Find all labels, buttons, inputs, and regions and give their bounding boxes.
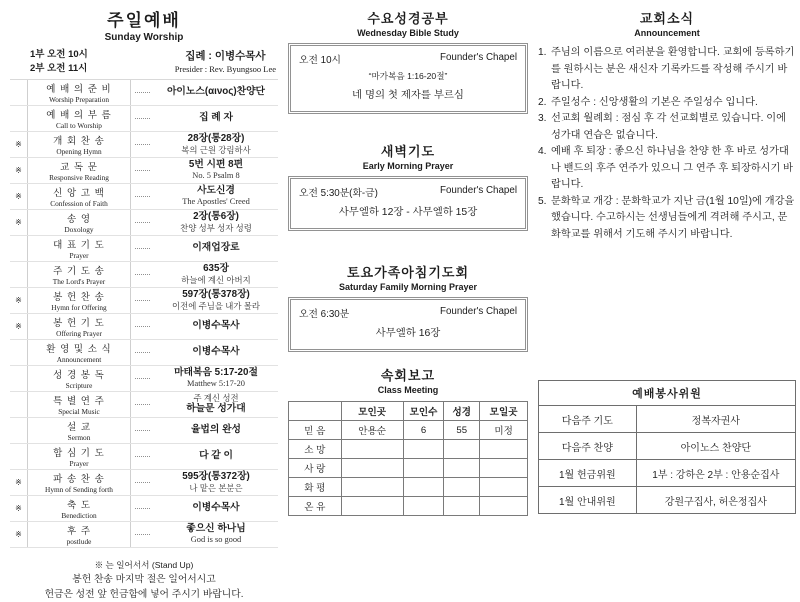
order-label-eng: Opening Hymn (56, 146, 102, 156)
order-value-sub: Matthew 5:17-20 (187, 378, 245, 388)
presider-eng: Presider : Rev. Byungsoo Lee (174, 64, 276, 74)
order-value: 하늘문 성가대 (186, 403, 246, 415)
committee-person: 강원구집사, 허은정집사 (636, 487, 795, 514)
wednesday-bible-study (288, 8, 528, 114)
order-label-eng: Prayer (69, 250, 89, 260)
committee-role: 1월 안내위원 (539, 487, 637, 514)
order-label-kor: 대 표 기 도 (53, 239, 105, 251)
order-label-eng: Hymn for Offering (51, 302, 107, 312)
dotted-leader (135, 300, 150, 301)
order-value: 597장(통378장) (182, 288, 250, 300)
presider (175, 48, 276, 76)
item-number: 4. (538, 146, 547, 158)
order-label-kor: 파 송 찬 송 (53, 473, 105, 485)
cell (480, 440, 528, 459)
order-value: 이병수목사 (192, 501, 240, 513)
cell (403, 497, 444, 516)
order-of-worship (10, 79, 278, 548)
dotted-leader (135, 326, 150, 327)
dotted-leader (135, 144, 150, 145)
announcement-item (538, 144, 796, 194)
cell (403, 459, 444, 478)
order-row-doxology (10, 210, 278, 236)
order-label-kor: 설 교 (67, 421, 91, 433)
order-label-eng: Special Music (58, 406, 100, 416)
section-subtitle: Class Meeting (377, 385, 439, 395)
table-row (539, 406, 796, 433)
order-value-sub: The Apostles' Creed (182, 196, 250, 206)
order-row-worship-preparation (10, 80, 278, 106)
meeting-time: 오전 10시 (299, 55, 342, 66)
order-value: 율법의 완성 (190, 423, 242, 435)
order-value-sub: 복의 근원 강림하사 (181, 144, 251, 155)
stand-marker: ※ (15, 191, 22, 201)
cell: 안용순 (341, 421, 403, 440)
order-row-sermon (10, 418, 278, 444)
item-number: 1. (538, 47, 547, 58)
class-meeting-table (288, 401, 528, 516)
order-value: 2장(통6장) (193, 210, 239, 222)
stand-marker: ※ (15, 529, 22, 539)
order-label-eng: Prayer (69, 458, 89, 468)
study-topic: 네 명의 첫 제자를 부르심 (352, 90, 464, 101)
order-row-benediction (10, 496, 278, 522)
dotted-leader (135, 92, 150, 93)
meeting-time: 오전 5:30분(화-금) (299, 188, 378, 199)
committee-role: 다음주 기도 (539, 406, 637, 433)
order-label-eng: The Lord's Prayer (52, 276, 106, 286)
stand-marker: ※ (15, 165, 22, 175)
committee-role: 1월 헌금위원 (539, 460, 637, 487)
order-row-responsive-reading (10, 158, 278, 184)
committee-person: 1부 : 강하은 2부 : 안용순집사 (636, 460, 795, 487)
announcement-item (538, 45, 796, 95)
weekly-meetings-section (288, 8, 528, 516)
order-label-kor: 합 심 기 도 (53, 447, 105, 459)
item-number: 3. (538, 113, 547, 125)
order-label-eng: Announcement (56, 354, 102, 364)
service-time-2: 2부 오전 11시 (30, 62, 88, 74)
committee-title: 예배봉사위원 (539, 381, 796, 406)
committee-role: 다음주 찬양 (539, 433, 637, 460)
meeting-place: Founder's Chapel (439, 52, 517, 63)
header-cell: 모일곳 (480, 402, 528, 421)
order-value: 집 례 자 (199, 111, 233, 123)
order-value-sub: 이전에 주님을 내가 몰라 (172, 300, 260, 311)
page-title: 주일예배 (107, 11, 181, 30)
header-cell: 모인수 (403, 402, 444, 421)
order-label-kor: 예 배 의 부 름 (46, 109, 112, 121)
class-name: 온 유 (289, 497, 342, 516)
stand-marker: ※ (15, 217, 22, 227)
item-text: 문화학교 개강 : 문화학교가 지난 금(1월 10일)에 개강을 했습니다. 수고하시는 선생님들에게 격려해 주시고, 문화학교를 위해서 기도해 주시기 바랍니다. (551, 195, 795, 240)
cell (403, 440, 444, 459)
order-value: 28장(통28장) (187, 132, 245, 144)
order-label-kor: 후 주 (67, 525, 91, 537)
order-value: 이병수목사 (192, 319, 240, 331)
presider-kor: 집례 : 이병수목사 (185, 50, 266, 62)
announcement-section (538, 8, 796, 514)
order-label-eng: Offering Prayer (56, 328, 102, 338)
footnote-offering-hymn: 봉헌 찬송 마지막 절은 일어서시고 (72, 573, 216, 585)
table-row (539, 487, 796, 514)
order-label-kor: 환 영 및 소 식 (46, 343, 112, 355)
order-label-eng: Worship Preparation (48, 94, 109, 104)
cell (341, 478, 403, 497)
dotted-leader (135, 352, 150, 353)
cell (480, 459, 528, 478)
cell (444, 440, 480, 459)
order-row-hymn-for-offering (10, 288, 278, 314)
dotted-leader (135, 482, 150, 483)
table-header-row (539, 381, 796, 406)
stand-marker: ※ (15, 503, 22, 513)
saturday-family-prayer (288, 262, 528, 352)
footnote-offering-box: 헌금은 성전 앞 헌금함에 넣어 주시기 바랍니다. (44, 589, 244, 601)
stand-marker: ※ (15, 295, 22, 305)
table-row (539, 433, 796, 460)
service-header (10, 48, 278, 79)
scripture-reference: “마가복음 1:16-20절” (368, 71, 448, 81)
order-value-sub: 찬양 성부 성자 성령 (180, 222, 252, 233)
reading-range: 사무엘하 12장 - 사무엘하 15장 (338, 207, 478, 218)
morning-prayer-box (288, 176, 528, 231)
order-label-kor: 봉 헌 찬 송 (53, 291, 105, 303)
order-row-sending-hymn (10, 470, 278, 496)
table-row (289, 478, 528, 497)
cell: 55 (444, 421, 480, 440)
order-label-kor: 성 경 봉 독 (53, 369, 105, 381)
sunday-worship-section (10, 6, 278, 602)
reading-range: 사무엘하 16장 (375, 328, 441, 339)
order-row-opening-hymn (10, 132, 278, 158)
announcement-item (538, 95, 796, 112)
class-name: 사 랑 (289, 459, 342, 478)
dotted-leader (135, 456, 150, 457)
header-cell: 모인곳 (341, 402, 403, 421)
footnote-standup: ※ 는 일어서서 (Stand Up) (94, 559, 194, 570)
order-row-postlude (10, 522, 278, 548)
stand-marker: ※ (15, 321, 22, 331)
section-title: 교회소식 (639, 11, 695, 26)
item-number: 5. (538, 195, 547, 207)
dotted-leader (135, 248, 150, 249)
order-label-kor: 교 독 문 (60, 161, 98, 173)
table-row (289, 497, 528, 516)
order-label-kor: 축 도 (67, 499, 91, 511)
order-row-call-to-worship (10, 106, 278, 132)
dotted-leader (135, 118, 150, 119)
cell (341, 459, 403, 478)
meeting-place: Founder's Chapel (439, 306, 517, 317)
header-cell: 성경 (444, 402, 480, 421)
order-row-united-prayer (10, 444, 278, 470)
table-row (289, 421, 528, 440)
announcement-item (538, 111, 796, 144)
cell (444, 497, 480, 516)
committee-person: 아이노스 찬양단 (636, 433, 795, 460)
cell (341, 497, 403, 516)
cell (444, 478, 480, 497)
order-value: 595장(통372장) (182, 470, 250, 482)
order-value: 좋으신 하나님 (186, 522, 246, 534)
item-text: 예배 후 퇴장 : 좋으신 하나님을 찬양 한 후 바로 성가대나 밴드의 후주 연주가 있으니 그 연주 후 퇴장하시기 바랍니다. (551, 146, 793, 191)
cell (403, 478, 444, 497)
order-label-kor: 예 배 의 준 비 (46, 83, 112, 95)
order-value: 마태복음 5:17-20절 (174, 366, 258, 378)
section-title: 수요성경공부 (367, 11, 449, 26)
dotted-leader (135, 274, 150, 275)
cell (341, 440, 403, 459)
table-header-row (289, 402, 528, 421)
announcement-item (538, 194, 796, 244)
order-label-eng: Scripture (65, 380, 93, 390)
order-label-eng: Call to Worship (56, 120, 102, 130)
order-value: 이병수목사 (192, 345, 240, 357)
dotted-leader (135, 222, 150, 223)
order-value-sub: God is so good (190, 534, 242, 544)
stand-marker: ※ (15, 139, 22, 149)
section-subtitle: Saturday Family Morning Prayer (338, 282, 478, 292)
item-text: 주일성수 : 신앙생활의 기본은 주일성수 입니다. (551, 96, 758, 108)
order-value: 이재업장로 (192, 241, 240, 253)
stand-marker: ※ (15, 477, 22, 487)
order-value: 사도신경 (197, 184, 235, 196)
meeting-time: 오전 6:30분 (299, 309, 350, 320)
class-name: 믿 음 (289, 421, 342, 440)
order-label-eng: Benediction (61, 510, 97, 520)
section-subtitle: Early Morning Prayer (362, 161, 454, 171)
table-row (539, 460, 796, 487)
order-row-special-music (10, 392, 278, 418)
order-value: 다 같 이 (199, 449, 233, 461)
order-value: 아이노스(αινος)찬양단 (166, 85, 266, 97)
order-label-eng: Sermon (67, 432, 91, 442)
order-value-sub: 나 맡은 본분은 (189, 482, 243, 493)
order-label-eng: Confession of Faith (50, 198, 108, 208)
order-value-sub: 하늘에 계신 아버지 (181, 274, 251, 285)
cell (444, 459, 480, 478)
order-label-eng: postlude (66, 536, 92, 546)
order-row-confession-of-faith (10, 184, 278, 210)
order-row-lords-prayer (10, 262, 278, 288)
order-value: 5번 시편 8편 (188, 158, 244, 170)
table-row (289, 440, 528, 459)
dotted-leader (135, 404, 150, 405)
order-row-welcome-announcement (10, 340, 278, 366)
cell (480, 478, 528, 497)
dotted-leader (135, 534, 150, 535)
order-label-eng: Responsive Reading (49, 172, 109, 182)
section-title: 속회보고 (380, 368, 436, 383)
announcement-list (538, 45, 796, 243)
early-morning-prayer (288, 141, 528, 231)
dotted-leader (135, 430, 150, 431)
table-row (289, 459, 528, 478)
order-label-kor: 봉 헌 기 도 (53, 317, 105, 329)
cell: 6 (403, 421, 444, 440)
section-title: 새벽기도 (380, 144, 436, 159)
order-value: 635장 (203, 262, 229, 274)
order-label-kor: 특 별 연 주 (53, 395, 105, 407)
header-cell (289, 402, 342, 421)
committee-person: 정복자권사 (636, 406, 795, 433)
order-label-kor: 주 기 도 송 (53, 265, 105, 277)
item-number: 2. (538, 96, 547, 108)
order-row-scripture (10, 366, 278, 392)
section-title: 토요가족아침기도회 (346, 265, 470, 280)
saturday-prayer-box (288, 297, 528, 352)
section-subtitle: Wednesday Bible Study (357, 28, 459, 38)
class-name: 화 평 (289, 478, 342, 497)
order-row-representative-prayer (10, 236, 278, 262)
class-meeting (288, 365, 528, 516)
order-value-sub: No. 5 Psalm 8 (192, 170, 240, 180)
order-value-sub: 주 계신 성전 (193, 392, 239, 403)
page-subtitle: Sunday Worship (104, 32, 184, 43)
meeting-place: Founder's Chapel (439, 185, 517, 196)
order-label-eng: Hymn of Sending forth (45, 484, 113, 494)
dotted-leader (135, 196, 150, 197)
class-name: 소 망 (289, 440, 342, 459)
service-times (30, 48, 88, 76)
worship-committee-table (538, 380, 796, 514)
order-label-eng: Doxology (64, 224, 94, 234)
bible-study-box (288, 43, 528, 114)
section-subtitle: Announcement (634, 28, 700, 38)
order-label-kor: 개 회 찬 송 (53, 135, 105, 147)
cell (480, 497, 528, 516)
item-text: 선교회 월례회 : 점심 후 각 선교회별로 있습니다. 이에 성가대 연습은 없습니다. (551, 113, 786, 141)
service-time-1: 1부 오전 10시 (30, 49, 88, 60)
order-label-kor: 송 영 (67, 213, 91, 225)
dotted-leader (135, 378, 150, 379)
order-label-kor: 신 앙 고 백 (53, 187, 105, 199)
dotted-leader (135, 170, 150, 171)
cell: 미정 (480, 421, 528, 440)
item-text: 주님의 이름으로 여러분을 환영합니다. 교회에 등록하기를 원하시는 분은 새신자 기록카드를 작성해 주시기 바랍니다. (551, 47, 795, 92)
dotted-leader (135, 508, 150, 509)
order-row-offering-prayer (10, 314, 278, 340)
worship-footnotes (10, 559, 278, 602)
